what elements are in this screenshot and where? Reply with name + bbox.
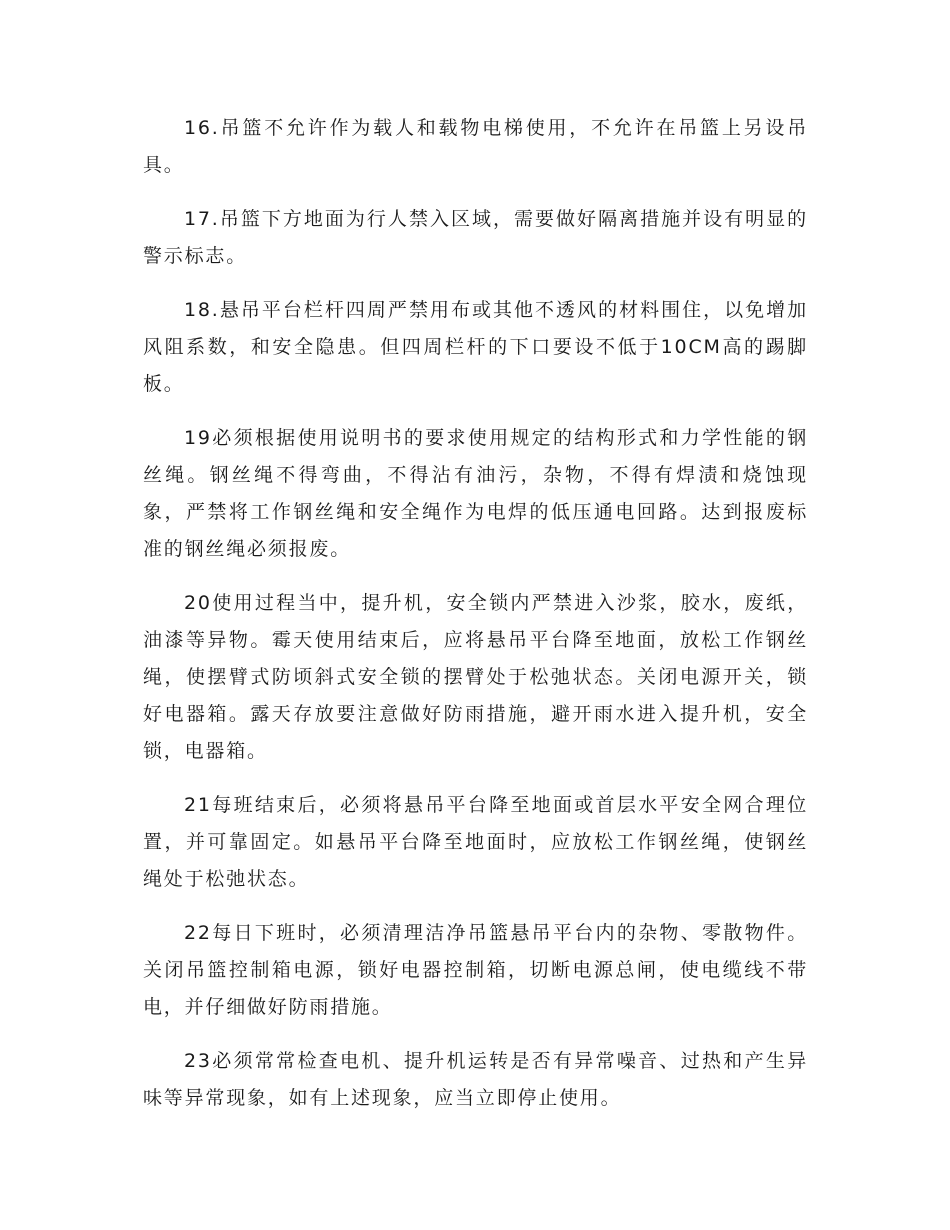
paragraph-18: 18.悬吊平台栏杆四周严禁用布或其他不透风的材料围住，以免增加风阻系数，和安全隐患。但四周栏杆的下口要设不低于10CM高的踢脚板。 (143, 299, 808, 395)
paragraph-22: 22每日下班时，必须清理洁净吊篮悬吊平台内的杂物、零散物件。关闭吊篮控制箱电源，锁好电器控制箱，切断电源总闸，使电缆线不带电，并仔细做好防雨措施。 (143, 922, 808, 1018)
paragraph-20: 20使用过程当中，提升机，安全锁内严禁进入沙浆，胶水，废纸，油漆等异物。霉天使用结束后，应将悬吊平台降至地面，放松工作钢丝绳，使摆臂式防顷斜式安全锁的摆臂处于松弛状态。关闭电源开关，锁好电器箱。露天存放要注意做好防雨措施，避开雨水进入提升机，安全锁，电器箱。 (143, 592, 808, 762)
paragraph-21: 21每班结束后，必须将悬吊平台降至地面或首层水平安全网合理位置，并可靠固定。如悬吊平台降至地面时，应放松工作钢丝绳，使钢丝绳处于松弛状态。 (143, 794, 808, 890)
paragraph-17: 17.吊篮下方地面为行人禁入区域，需要做好隔离措施并设有明显的警示标志。 (143, 208, 808, 267)
paragraph-16: 16.吊篮不允许作为载人和载物电梯使用，不允许在吊篮上另设吊具。 (143, 117, 808, 176)
paragraph-23: 23必须常常检查电机、提升机运转是否有异常噪音、过热和产生异味等异常现象，如有上述现象，应当立即停止使用。 (143, 1050, 808, 1109)
document-body (143, 110, 808, 1134)
paragraph-19: 19必须根据使用说明书的要求使用规定的结构形式和力学性能的钢丝绳。钢丝绳不得弯曲，不得沾有油污，杂物，不得有焊渍和烧蚀现象，严禁将工作钢丝绳和安全绳作为电焊的低压通电回路。达到报废标准的钢丝绳必须报废。 (143, 427, 808, 560)
